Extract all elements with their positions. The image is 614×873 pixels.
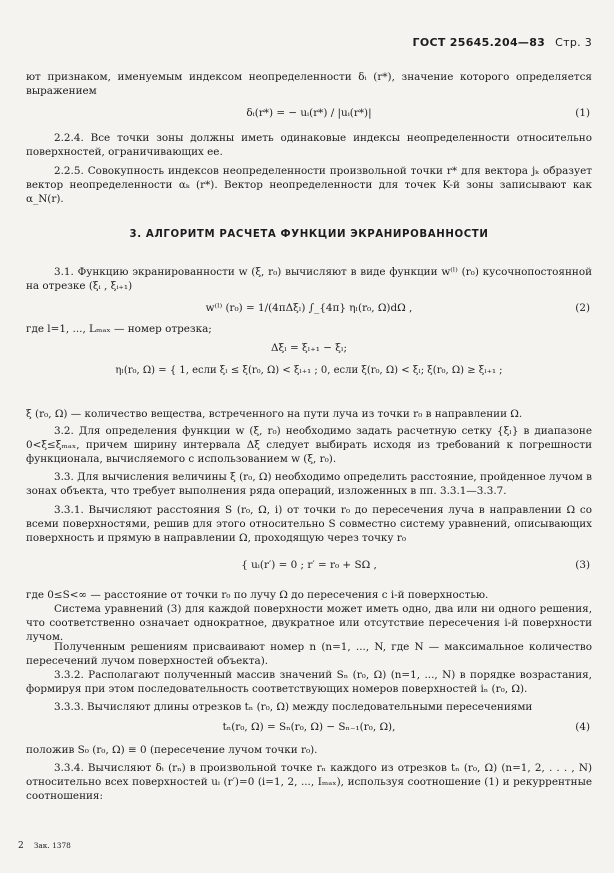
section-heading: 3. АЛГОРИТМ РАСЧЕТА ФУНКЦИИ ЭКРАНИРОВАННОСТИ	[129, 229, 489, 240]
paragraph: 3.3.1. Вычисляют расстояния S (r₀, Ω, i) от точки r₀ до пересечения луча в направлении Ω со всеми поверхностями, решив для этого относительно S совместно систему уравнений, описывающих поверхность и прямую в направлении Ω, проходящую через точку r₀	[26, 504, 592, 545]
paragraph: 3.3.3. Вычисляют длины отрезков tₙ (r₀, Ω) между последовательными пересечениями	[54, 701, 533, 713]
paragraph: Система уравнений (3) для каждой поверхности может иметь одно, два или ни одного решения, что соответственно означает однократное, двукратное или отсутствие пересечения i-й поверхности лучом.	[26, 603, 592, 644]
paragraph: ют признаком, именуемым индексом неопределенности δᵢ (r*), значение которого определяется выражением	[26, 71, 592, 98]
equation-2	[26, 301, 592, 315]
equation-number: (1)	[575, 107, 590, 119]
paragraph: 3.2. Для определения функции w (ξ, r₀) необходимо задать расчетную сетку {ξₗ} в диапазоне 0<ξ≤ξₘₐₓ, причем ширину интервала Δξ следует выбирать исходя из требований к погрешности функционала, вычисляемого с использованием w (ξ, r₀).	[26, 425, 592, 466]
paragraph: 2.2.4. Все точки зоны должны иметь одинаковые индексы неопределенности относительно поверхностей, ограничивающих ее.	[26, 132, 592, 159]
paragraph: где l=1, ..., Lₘₐₓ — номер отрезка;	[26, 323, 212, 335]
paragraph: ξ (r₀, Ω) — количество вещества, встреченного на пути луча из точки r₀ в направлении Ω.	[26, 408, 523, 420]
standard-number: ГОСТ 25645.204—83	[412, 36, 546, 49]
equation-body: tₙ(r₀, Ω) = Sₙ(r₀, Ω) − Sₙ₋₁(r₀, Ω),	[222, 721, 396, 733]
page-number: Стр. 3	[555, 36, 592, 49]
paragraph: 3.3. Для вычисления величины ξ (r₀, Ω) необходимо определить расстояние, пройденное лучом в зонах объекта, что требует выполнения ряда операций, изложенных в пп. 3.3.1—3.3.7.	[26, 471, 592, 498]
equation-body: δᵢ(r*) = − uᵢ(r*) / |uᵢ(r*)|	[246, 107, 372, 119]
equation-number: (3)	[575, 559, 590, 571]
equation-1	[26, 106, 592, 120]
page-header	[413, 36, 592, 50]
footer-number: 2	[18, 840, 24, 851]
paragraph: положив S₀ (r₀, Ω) ≡ 0 (пересечение лучом точки r₀).	[26, 744, 318, 756]
page-footer	[18, 839, 71, 853]
equation-number: (2)	[575, 302, 590, 314]
paragraph: где 0≤S<∞ — расстояние от точки r₀ по лучу Ω до пересечения с i-й поверхностью.	[26, 589, 489, 601]
equation: ηₗ(r₀, Ω) = { 1, если ξₗ ≤ ξ(r₀, Ω) < ξₗ₊₁ ; 0, если ξ(r₀, Ω) < ξₗ; ξ(r₀, Ω) ≥ ξₗ₊₁ ;	[115, 365, 503, 376]
equation-body: { uᵢ(r′) = 0 ; r′ = r₀ + SΩ ,	[241, 559, 377, 571]
equation-3	[26, 558, 592, 572]
paragraph: 3.3.4. Вычисляют δᵢ (rₙ) в произвольной точке rₙ каждого из отрезков tₙ (r₀, Ω) (n=1, 2, . . . , N) относительно всех поверхностей uᵢ (r′)=0 (i=1, 2, ..., Iₘₐₓ), используя соотношение (1) и рекуррентные соотношения:	[26, 762, 592, 803]
equation-number: (4)	[575, 721, 590, 733]
equation-4	[26, 720, 592, 734]
equation: Δξₗ = ξₗ₊₁ − ξₗ;	[270, 342, 347, 354]
paragraph: 3.3.2. Располагают полученный массив значений Sₙ (r₀, Ω) (n=1, ..., N) в порядке возрастания, формируя при этом последовательность соответствующих номеров поверхностей iₙ (r₀, Ω).	[26, 669, 592, 696]
print-order-note: Зак. 1378	[33, 840, 71, 850]
paragraph: 3.1. Функцию экранированности w (ξ, r₀) вычисляют в виде функции w⁽ˡ⁾ (r₀) кусочнопостоянной на отрезке (ξᵢ , ξᵢ₊₁)	[26, 266, 592, 293]
equation-body: w⁽ˡ⁾ (r₀) = 1/(4πΔξₗ) ∫_{4π} ηₗ(r₀, Ω)dΩ ,	[205, 302, 413, 314]
paragraph: Полученным решениям присваивают номер n (n=1, ..., N, где N — максимальное количество пересечений лучом поверхностей объекта).	[26, 641, 592, 668]
paragraph: 2.2.5. Совокупность индексов неопределенности произвольной точки r* для вектора jₖ образует вектор неопределенности αₖ (r*). Вектор неопределенности для точек K-й зоны записывают как α_N(r).	[26, 165, 592, 206]
